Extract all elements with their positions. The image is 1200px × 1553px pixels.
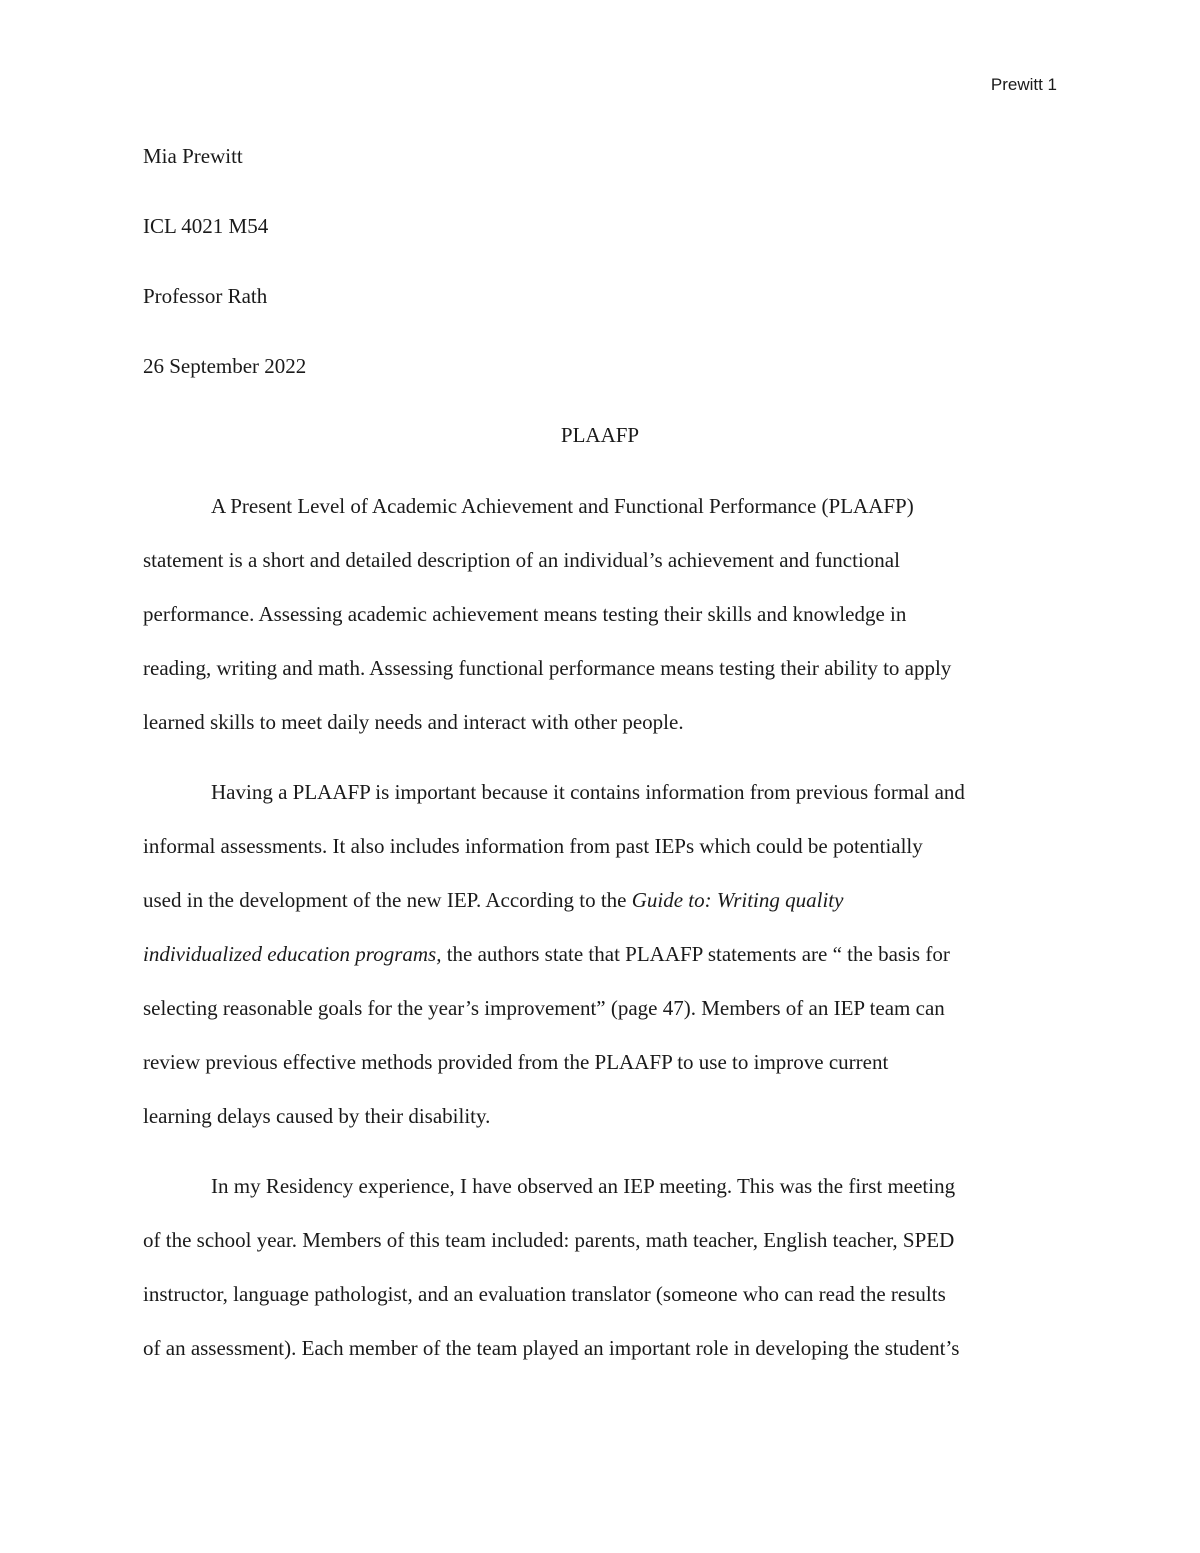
- page-header: Prewitt 1: [990, 75, 1057, 94]
- paragraph-line: instructor, language pathologist, and an evaluation translator (someone who can read the results: [143, 1282, 946, 1306]
- paragraph-line: learning delays caused by their disability.: [143, 1104, 491, 1128]
- paragraph-line: [143, 890, 843, 911]
- paragraph-line: reading, writing and math. Assessing functional performance means testing their ability to apply: [143, 656, 952, 680]
- author-name: Mia Prewitt: [143, 144, 243, 168]
- paragraph-line: selecting reasonable goals for the year’s improvement” (page 47). Members of an IEP team can: [143, 996, 945, 1020]
- paragraph-line: A Present Level of Academic Achievement and Functional Performance (PLAAFP): [211, 494, 914, 518]
- paragraph-line: statement is a short and detailed description of an individual’s achievement and functional: [143, 548, 900, 572]
- paragraph-line: In my Residency experience, I have observed an IEP meeting. This was the first meeting: [211, 1174, 956, 1198]
- paragraph-line: performance. Assessing academic achievement means testing their skills and knowledge in: [143, 602, 907, 626]
- paragraph-line: review previous effective methods provided from the PLAAFP to use to improve current: [143, 1050, 889, 1074]
- citation-title: Guide to: Writing quality: [631, 888, 844, 912]
- paragraph-line: [143, 944, 950, 965]
- paragraph-line: of an assessment). Each member of the team played an important role in developing the student’s: [143, 1336, 960, 1360]
- professor-name: Professor Rath: [143, 284, 268, 308]
- paragraph-text: used in the development of the new IEP. According to the: [143, 888, 632, 912]
- citation-title: individualized education programs,: [143, 942, 442, 966]
- paragraph-text: the authors state that PLAAFP statements are “ the basis for: [441, 942, 950, 966]
- paragraph-line: of the school year. Members of this team included: parents, math teacher, English teacher, SPED: [143, 1228, 955, 1252]
- paragraph-line: Having a PLAAFP is important because it contains information from previous formal and: [211, 780, 965, 804]
- course-code: ICL 4021 M54: [143, 214, 269, 238]
- submission-date: 26 September 2022: [143, 354, 307, 378]
- paragraph-line: learned skills to meet daily needs and interact with other people.: [143, 710, 684, 734]
- paragraph-line: informal assessments. It also includes information from past IEPs which could be potentially: [143, 834, 923, 858]
- document-title: PLAAFP: [560, 423, 640, 447]
